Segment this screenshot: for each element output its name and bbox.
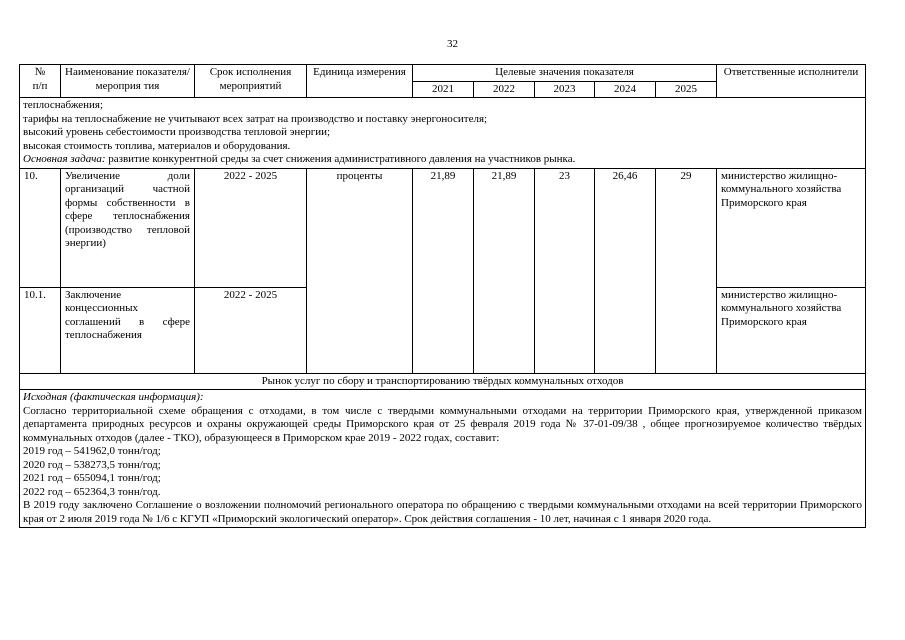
section-title: Рынок услуг по сбору и транспортированию твёрдых коммунальных отходов: [20, 373, 866, 390]
header-unit: Единица измерения: [307, 65, 413, 98]
row-num: 10.1.: [20, 287, 61, 373]
info-cell: [20, 390, 866, 528]
section-row: [20, 373, 866, 390]
intro-line: теплоснабжения;: [23, 99, 104, 111]
intro-line: высокий уровень себестоимости производства тепловой энергии;: [23, 126, 331, 138]
agreement-paragraph: В 2019 году заключено Соглашение о возложении полномочий регионального оператора по обращению с твердыми коммунальными отходами на всей территории Приморского края от 2 июля 2019 года № 1/6 с КГУП «Приморский экологический оператор». Срок действия соглашения - 10 лет, начиная с 1 января 2020 года.: [23, 499, 863, 525]
row-responsible: министерство жилищно-коммунального хозяйства Приморского края: [717, 168, 866, 287]
row-name: Увеличение доли организаций частной формы собственности в сфере теплоснабжения (производство тепловой энергии): [61, 168, 195, 287]
intro-line: тарифы на теплоснабжение не учитывают всех затрат на производство и поставку энергоносителя;: [23, 112, 488, 125]
row-responsible: министерство жилищно-коммунального хозяйства Приморского края: [717, 287, 866, 373]
row-value-2025: 29: [656, 168, 717, 373]
row-value-2022: 21,89: [474, 168, 535, 373]
table-row: [20, 168, 866, 287]
row-value-2024: 26,46: [595, 168, 656, 373]
main-task-text: развитие конкурентной среды за счет снижения административного давления на участников рынка.: [105, 153, 576, 165]
info-paragraph: Согласно территориальной схеме обращения с отходами, в том числе с твердыми коммунальными отходами на территории Приморского края, утвержденной приказом департамента природных ресурсов и охраны окружающей среды Приморского края от 25 февраля 2019 года № 37-01-09/38 , общее прогнозируемое количество твёрдых коммунальных отходов (далее - ТКО), образующееся в Приморском крае 2019 - 2022 годах, составит:: [23, 404, 863, 444]
header-year: 2024: [595, 81, 656, 98]
page-number: 32: [447, 38, 458, 50]
intro-cell: [20, 98, 866, 169]
header-year: 2021: [413, 81, 474, 98]
row-term: 2022 - 2025: [195, 287, 307, 373]
info-label: Исходная (фактическая информация):: [23, 391, 204, 403]
row-unit: проценты: [307, 168, 413, 373]
row-term: 2022 - 2025: [195, 168, 307, 287]
header-num: № п/п: [20, 65, 61, 98]
header-year: 2025: [656, 81, 717, 98]
main-task-label: Основная задача:: [23, 153, 106, 165]
row-num: 10.: [20, 168, 61, 287]
volume-line: 2020 год – 538273,5 тонн/год;: [23, 458, 161, 471]
volume-line: 2019 год – 541962,0 тонн/год;: [23, 445, 161, 457]
header-year: 2022: [474, 81, 535, 98]
intro-line: высокая стоимость топлива, материалов и оборудования.: [23, 139, 291, 152]
row-value-2023: 23: [535, 168, 595, 373]
header-term: Срок исполнения мероприятий: [195, 65, 307, 98]
header-responsible: Ответственные исполнители: [717, 65, 866, 98]
row-value-2021: 21,89: [413, 168, 474, 373]
header-name: Наименование показателя/мероприя тия: [61, 65, 195, 98]
row-name: Заключение концессионных соглашений в сфере теплоснабжения: [61, 287, 195, 373]
header-year: 2023: [535, 81, 595, 98]
volume-line: 2021 год – 655094,1 тонн/год;: [23, 472, 161, 484]
header-row: [20, 65, 866, 82]
indicators-table: [19, 64, 866, 528]
main-task: [23, 153, 862, 167]
header-targets: Целевые значения показателя: [413, 65, 717, 82]
intro-row: [20, 98, 866, 169]
info-row: [20, 390, 866, 528]
volume-line: 2022 год – 652364,3 тонн/год.: [23, 485, 161, 498]
